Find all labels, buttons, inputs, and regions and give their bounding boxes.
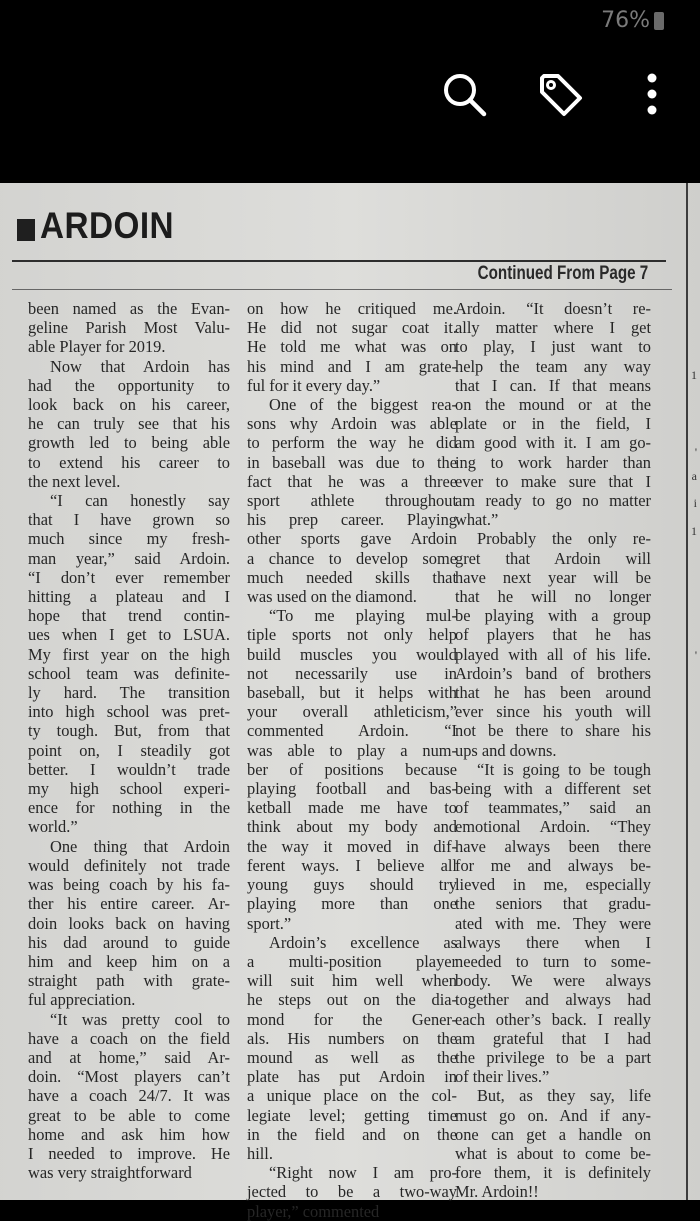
- text-line: hope that trend contin-: [28, 606, 230, 626]
- text-line: was very straightforward: [28, 1163, 192, 1183]
- text-line: “I can honestly say: [50, 491, 230, 511]
- text-line: a chance to develop some: [247, 548, 457, 568]
- text-line: he can truly see that his: [28, 414, 230, 434]
- text-line: playing football and bas-: [247, 779, 457, 799]
- text-line: mound as well as the: [247, 1047, 457, 1067]
- text-line: have a coach 24/7. It was: [28, 1086, 230, 1106]
- text-line: ever since his youth will: [455, 702, 651, 722]
- text-line: fact that he was a three: [247, 471, 457, 491]
- search-icon[interactable]: [440, 70, 488, 118]
- battery-icon: [654, 12, 664, 30]
- text-line: am grateful that I had: [455, 1028, 651, 1048]
- text-line: sons why Ardoin was able: [247, 414, 457, 434]
- battery-percentage: 76%: [601, 8, 650, 33]
- text-line: to play, I just want to: [455, 337, 651, 357]
- text-line: “I don’t ever remember: [28, 567, 230, 587]
- text-line: the seniors that gradu-: [455, 894, 651, 914]
- text-line: each other’s back. I really: [455, 1009, 651, 1029]
- text-line: body. We were always: [455, 971, 651, 991]
- text-line: have a coach on the field: [28, 1028, 230, 1048]
- text-line: I needed to improve. He: [28, 1143, 230, 1163]
- paragraph: [247, 299, 457, 395]
- text-line: was being coach by his fa-: [28, 875, 230, 895]
- text-line: will suit him well when: [247, 971, 457, 991]
- text-line: Mr. Ardoin!!: [455, 1182, 539, 1202]
- column-top-rule: [12, 289, 672, 290]
- text-line: Ardoin. “It doesn’t re-: [455, 299, 651, 318]
- text-line: sport athlete throughout: [247, 491, 457, 511]
- text-line: of players that he has: [455, 625, 651, 645]
- more-options-icon[interactable]: [628, 70, 676, 118]
- text-line: “It was pretty cool to: [50, 1009, 230, 1029]
- text-line: hitting a plateau and I: [28, 587, 230, 607]
- text-line: ful appreciation.: [28, 990, 136, 1010]
- text-line: other sports gave Ardoin: [247, 529, 457, 549]
- text-line: better. I wouldn’t trade: [28, 759, 230, 779]
- paragraph: [247, 933, 457, 1163]
- text-line: mond for the Gener-: [247, 1009, 457, 1029]
- page-edge-rule: [686, 183, 688, 1200]
- text-line: his prep career. Playing: [247, 510, 457, 530]
- text-line: would definitely not trade: [28, 855, 230, 875]
- paragraph: [28, 1010, 230, 1183]
- text-line: have next year will be: [455, 567, 651, 587]
- header-rule: [12, 260, 666, 262]
- text-line: ketball made me have to: [247, 798, 457, 818]
- text-line: young guys should try: [247, 875, 457, 895]
- text-line: much since my fresh-: [28, 529, 230, 549]
- text-line: baseball, but it helps with: [247, 683, 457, 703]
- text-line: geline Parish Most Valu-: [28, 318, 230, 338]
- paragraph: [28, 357, 230, 491]
- text-line: ues when I get to LSUA.: [28, 625, 230, 645]
- text-line: school team was definite-: [28, 663, 230, 683]
- paragraph: [455, 1086, 651, 1201]
- text-line: of their lives.”: [455, 1067, 550, 1087]
- text-line: think about my body and: [247, 817, 457, 837]
- text-line: not be there to share his: [455, 721, 651, 741]
- text-line: But, as they say, life: [477, 1086, 651, 1106]
- text-line: emotional Ardoin. “They: [455, 817, 651, 837]
- text-line: als. His numbers on the: [247, 1028, 457, 1048]
- text-line: being with a different set: [455, 779, 651, 799]
- text-line: what is about to come be-: [455, 1143, 651, 1163]
- edge-fragment: a: [691, 469, 697, 483]
- text-line: plate has put Ardoin in: [247, 1067, 457, 1087]
- text-line: in baseball was due to the: [247, 452, 457, 472]
- text-line: He did not sugar coat it.: [247, 318, 457, 338]
- text-line: was able to play a num-: [247, 740, 457, 760]
- heading-square-mark: [17, 219, 35, 241]
- text-line: am ready to go no matter: [455, 491, 651, 511]
- text-line: Now that Ardoin has: [50, 356, 230, 376]
- text-line: Probably the only re-: [477, 529, 651, 549]
- text-line: and at home,” said Ar-: [28, 1047, 230, 1067]
- text-line: Ardoin’s band of brothers: [455, 663, 651, 683]
- text-line: a unique place on the col-: [247, 1086, 457, 1106]
- paragraph: [247, 606, 457, 932]
- text-line: point on, I steadily got: [28, 740, 230, 760]
- text-line: must go on. And if any-: [455, 1105, 651, 1125]
- text-line: “To me playing mul-: [269, 606, 457, 626]
- text-line: ence for nothing in the: [28, 798, 230, 818]
- text-line: My first year on the high: [28, 644, 230, 664]
- text-line: your overall athleticism,”: [247, 702, 457, 722]
- paragraph: [28, 491, 230, 837]
- text-line: One of the biggest rea-: [269, 395, 457, 415]
- text-line: ty tough. But, from that: [28, 721, 230, 741]
- text-line: great to be able to come: [28, 1105, 230, 1125]
- text-line: jected to be a two-way: [247, 1182, 457, 1202]
- text-line: in the field and on the: [247, 1124, 457, 1144]
- text-line: that I have grown so: [28, 510, 230, 530]
- text-line: ing to work harder than: [455, 452, 651, 472]
- text-line: “It is going to be tough: [477, 759, 651, 779]
- text-line: have always been there: [455, 836, 651, 856]
- edge-fragment: 1: [691, 524, 697, 538]
- text-line: He told me what was on: [247, 337, 457, 357]
- paragraph: [455, 760, 651, 1086]
- text-line: commented Ardoin. “I: [247, 721, 457, 741]
- text-line: fore them, it is definitely: [455, 1163, 651, 1183]
- text-line: Ardoin’s excellence as: [269, 932, 457, 952]
- text-line: always there when I: [455, 932, 651, 952]
- text-line: be playing with a group: [455, 606, 651, 626]
- text-line: ferent ways. I believe all: [247, 855, 457, 875]
- text-line: that he has been around: [455, 683, 651, 703]
- text-line: he steps out on the dia-: [247, 990, 457, 1010]
- text-line: the privilege to be a part: [455, 1047, 651, 1067]
- text-line: been named as the Evan-: [28, 299, 230, 318]
- text-line: one can get a handle on: [455, 1124, 651, 1144]
- paragraph: [247, 395, 457, 606]
- edge-fragment: ': [694, 648, 697, 662]
- text-line: ful for it every day.”: [247, 375, 381, 395]
- text-line: playing more than one: [247, 894, 457, 914]
- paragraph: [28, 299, 230, 357]
- text-line: to extend his career to: [28, 452, 230, 472]
- text-line: tiple sports not only help: [247, 625, 457, 645]
- text-line: world.”: [28, 817, 78, 837]
- text-line: doin. “Most players can’t: [28, 1067, 230, 1087]
- text-line: sport.”: [247, 913, 292, 933]
- text-line: legiate level; getting time: [247, 1105, 457, 1125]
- text-line: doin looks back on having: [28, 913, 230, 933]
- text-line: ther his entire career. Ar-: [28, 894, 230, 914]
- text-line: to perform the way he did: [247, 433, 457, 453]
- text-line: player,” commented: [247, 1201, 380, 1221]
- paragraph: [247, 1163, 457, 1221]
- edge-fragment: i: [693, 496, 697, 510]
- text-line: One thing that Ardoin: [50, 836, 230, 856]
- text-line: played with all of his life.: [455, 644, 651, 664]
- text-line: not necessarily use in: [247, 663, 457, 683]
- text-line: gret that Ardoin will: [455, 548, 651, 568]
- tag-icon[interactable]: [536, 70, 584, 118]
- text-line: of teammates,” said an: [455, 798, 651, 818]
- text-line: much needed skills that: [247, 567, 457, 587]
- text-line: had the opportunity to: [28, 375, 230, 395]
- text-line: able Player for 2019.: [28, 337, 166, 357]
- text-line: that I can. If that means: [455, 375, 651, 395]
- article-column-3: [455, 299, 651, 1202]
- text-line: ated with me. They were: [455, 913, 651, 933]
- text-line: for me and always be-: [455, 855, 651, 875]
- text-line: growth led to being able: [28, 433, 230, 453]
- text-line: ups and downs.: [455, 740, 557, 760]
- text-line: that he will no longer: [455, 587, 651, 607]
- text-line: him and keep him on a: [28, 951, 230, 971]
- text-line: the next level.: [28, 471, 121, 491]
- article-column-2: [247, 299, 457, 1221]
- text-line: build muscles you would: [247, 644, 457, 664]
- text-line: am good with it. I am go-: [455, 433, 651, 453]
- text-line: ly hard. The transition: [28, 683, 230, 703]
- text-line: my high school experi-: [28, 779, 230, 799]
- text-line: his mind and I am grate-: [247, 356, 457, 376]
- article-heading: ARDOIN: [40, 205, 175, 246]
- text-line: into high school was pret-: [28, 702, 230, 722]
- text-line: ber of positions because: [247, 759, 457, 779]
- text-line: was used on the diamond.: [247, 587, 417, 607]
- text-line: on the mound or at the: [455, 395, 651, 415]
- text-line: what.”: [455, 510, 499, 530]
- newspaper-page: [0, 183, 700, 1221]
- edge-fragment: ': [694, 445, 697, 459]
- text-line: a multi-position player: [247, 951, 457, 971]
- text-line: straight path with grate-: [28, 971, 230, 991]
- text-line: lieved in me, especially: [455, 875, 651, 895]
- paragraph: [455, 529, 651, 759]
- text-line: together and always had: [455, 990, 651, 1010]
- text-line: “Right now I am pro-: [269, 1163, 457, 1183]
- text-line: the way it moved in dif-: [247, 836, 457, 856]
- text-line: ever to make sure that I: [455, 471, 651, 491]
- paragraph: [455, 299, 651, 529]
- text-line: hill.: [247, 1143, 273, 1163]
- text-line: look back on his career,: [28, 395, 230, 415]
- text-line: help the team any way: [455, 356, 651, 376]
- article-column-1: [28, 299, 230, 1182]
- text-line: ally matter where I get: [455, 318, 651, 338]
- text-line: plate or in the field, I: [455, 414, 651, 434]
- text-line: man year,” said Ardoin.: [28, 548, 230, 568]
- edge-fragment: 1: [691, 368, 697, 382]
- paragraph: [28, 837, 230, 1010]
- text-line: needed to turn to some-: [455, 951, 651, 971]
- text-line: home and ask him how: [28, 1124, 230, 1144]
- text-line: on how he critiqued me.: [247, 299, 457, 318]
- continued-label: Continued From Page 7: [477, 263, 648, 284]
- text-line: his dad around to guide: [28, 932, 230, 952]
